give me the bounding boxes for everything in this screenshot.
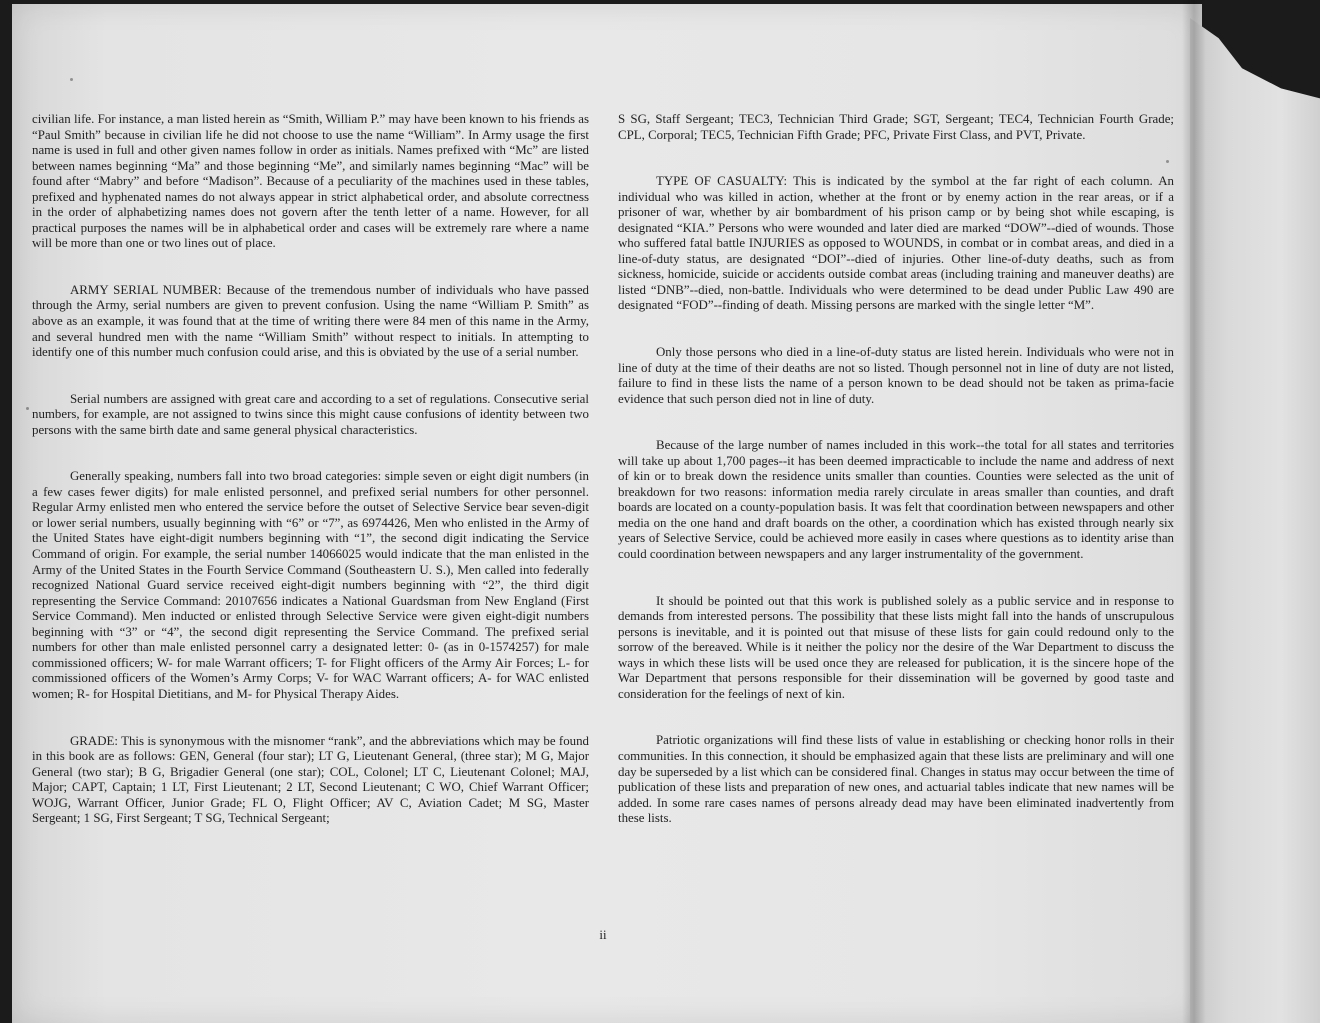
paragraph-civilian-names: civilian life. For instance, a man listed herein as “Smith, William P.” may have been known to his friends as “Paul Smith” because in civilian life he did not choose to use the name “William”. In Army usage the first name is used in full and other given names follow in order as initials. Names prefixed with “Mc” are listed between names beginning “Ma” and those beginning “Me”, and similarly names beginning “Mac” will be found after “Mabry” and before “Madison”. Because of a peculiarity of the machines used in these tables, prefixed and hyphenated names do not always appear in strict alphabetical order, and absolute correctness in the order of alphabetizing names does not govern after the tenth letter of a name. However, for all practical purposes the names will be in alphabetical order and cases will be extremely rare where a name will be more than one or two lines out of place.	[32, 112, 589, 251]
page-number: ii	[599, 928, 607, 942]
paragraph-patriotic-organizations: Patriotic organizations will find these lists of value in establishing or checking honor rolls in their communities. In this connection, it should be emphasized again that these lists are preliminary and will one day be superseded by a list which can be considered final. Changes in status may occur between the time of publication of these lists and preparation of new ones, and actuarial tables indicate that new names will be added. In some rare cases names of persons already dead may have been eliminated inadvertently from these lists.	[618, 733, 1174, 826]
paragraph-public-service: It should be pointed out that this work is published solely as a public service and in response to demands from interested persons. The possibility that these lists might fall into the hands of unscrupulous persons is inevitable, and it is pointed out that misuse of these lists for gain could redound only to the sorrow of the bereaved. While is it neither the policy nor the desire of the War Department to discuss the ways in which these lists will be used once they are released for publication, it is the sincere hope of the War Department that persons responsible for their dissemination will be governed by good taste and consideration for the feelings of next of kin.	[618, 593, 1174, 701]
paragraph-army-serial-number: ARMY SERIAL NUMBER: Because of the tremendous number of individuals who have passed through the Army, serial numbers are given to prevent confusion. Using the name “William P. Smith” as above as an example, it was found that at the time of writing there were 84 men of this name in the Army, and several hundred men with the name “William Smith” without respect to initials. In attempting to identify one of this number much confusion could arise, and this is obviated by the use of a serial number.	[32, 282, 589, 360]
paragraph-grade-continued: S SG, Staff Sergeant; TEC3, Technician Third Grade; SGT, Sergeant; TEC4, Technician Fourth Grade; CPL, Corporal; TEC5, Technician Fifth Grade; PFC, Private First Class, and PVT, Private.	[618, 112, 1174, 142]
paragraph-grade: GRADE: This is synonymous with the misnomer “rank”, and the abbreviations which may be found in this book are as follows: GEN, General (four star); LT G, Lieutenant General, (three star); M G, Major General (two star); B G, Brigadier General (one star); COL, Colonel; LT C, Lieutenant Colonel; MAJ, Major; CAPT, Captain; 1 LT, First Lieutenant; 2 LT, Second Lieutenant; C WO, Chief Warrant Officer; WOJG, Warrant Officer, Junior Grade; FL O, Flight Officer; AV C, Aviation Cadet; M SG, Master Sergeant; 1 SG, First Sergeant; T SG, Technical Sergeant;	[32, 733, 589, 826]
paragraph-type-of-casualty: TYPE OF CASUALTY: This is indicated by the symbol at the far right of each column. An individual who was killed in action, whether at the front or by enemy action in the rear areas, or if a prisoner of war, whether by air bombardment of his prison camp or by being shot while escaping, is designated “KIA.” Persons who were wounded and later died are marked “DOW”--died of wounds. Those who suffered fatal battle INJURIES as opposed to WOUNDS, in combat or in combat areas, and died in a line-of-duty status, are designated “DOI”--died of injuries. Other line-of-duty deaths, such as from sickness, homicide, suicide or accidents outside combat areas (including training and maneuver deaths) are listed “DNB”--died, non-battle. Individuals who were determined to be dead under Public Law 490 are designated “FOD”--finding of death. Missing persons are marked with the single letter “M”.	[618, 174, 1174, 313]
left-column	[32, 112, 589, 827]
paragraph-line-of-duty: Only those persons who died in a line-of-duty status are listed herein. Individuals who were not in line of duty at the time of their deaths are not so listed. Though personnel not in line of duty are not listed, failure to find in these lists the name of a person known to be dead should not be taken as prima-facie evidence that such person died not in line of duty.	[618, 345, 1174, 406]
paragraph-serial-categories: Generally speaking, numbers fall into two broad categories: simple seven or eight digit numbers (in a few cases fewer digits) for male enlisted personnel, and prefixed serial numbers for other personnel. Regular Army enlisted men who entered the service before the outset of Selective Service bear seven-digit or lower serial numbers, usually beginning with “6” or “7”, as 6974426, Men who enlisted in the Army of the United States have eight-digit numbers beginning with “1”, the second digit indicating the Service Command of origin. For example, the serial number 14066025 would indicate that the man enlisted in the Army of the United States in the Fourth Service Command (Southeastern U. S.), Men called into federally recognized National Guard service received eight-digit numbers beginning with “2”, the third digit representing the Service Command: 20107656 indicates a National Guardsman from New England (First Service Command). Men inducted or enlisted through Selective Service were given eight-digit numbers beginning with “3” or “4”, the second digit representing the Service Command. The prefixed serial numbers for other than male enlisted personnel carry a designated letter: 0- (as in 0-1574257) for male commissioned officers; W- for male Warrant officers; T- for Flight officers of the Army Air Forces; L- for commissioned officers of the Women’s Army Corps; V- for WAC Warrant officers; A- for WAC enlisted women; R- for Hospital Dietitians, and M- for Physical Therapy Aides.	[32, 469, 589, 701]
next-page-edge	[1190, 18, 1320, 1023]
paragraph-serial-assignment: Serial numbers are assigned with great care and according to a set of regulations. Consecutive serial numbers, for example, are not assigned to twins since this might cause confusions of identity between two persons with the same birth date and same general physical characteristics.	[32, 391, 589, 437]
dust-speck	[70, 78, 73, 81]
paragraph-counties: Because of the large number of names included in this work--the total for all states and territories will take up about 1,700 pages--it has been deemed impracticable to include the name and address of next of kin or to break down the residence units smaller than counties. Counties were selected as the unit of breakdown for two reasons: information media rarely circulate in areas smaller than counties, and draft boards are located on a county-population basis. It was felt that coordination between newspapers and other media on the one hand and draft boards on the other, a coordination which has existed through nearly six years of Selective Service, could be achieved more easily in cases where questions as to identity arise than could coordination between newspapers and any larger instrumentality of the government.	[618, 438, 1174, 562]
right-column	[618, 112, 1174, 827]
dust-speck	[26, 407, 29, 410]
page-fold-shadow	[1182, 0, 1206, 1023]
